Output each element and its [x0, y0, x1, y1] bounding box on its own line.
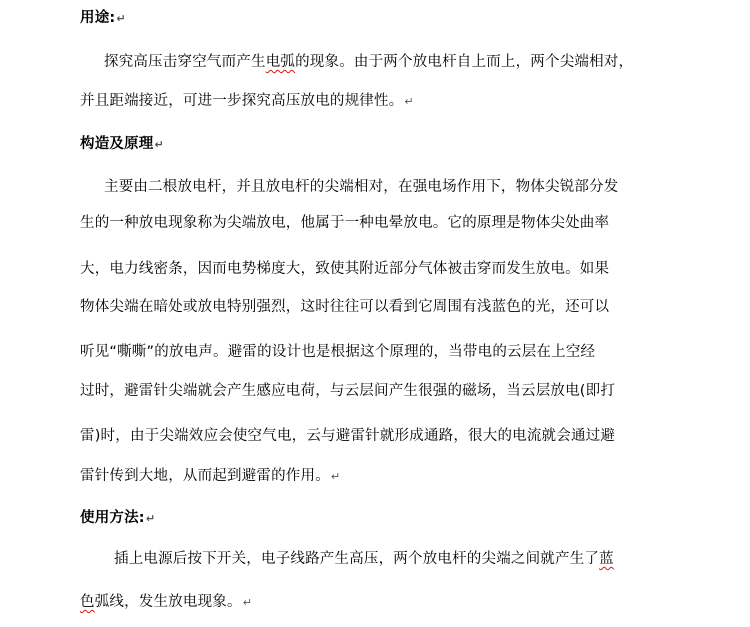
text-run: 听见“嘶嘶”的放电声。避雷的设计也是根据这个原理的，当带电的云层在上空经 [80, 344, 596, 360]
text-run: 弧线，发生放电现象。 [94, 594, 242, 610]
paragraph-mark: ↵ [145, 512, 156, 525]
text-run: 过时，避雷针尖端就会产生感应电荷，与云层间产生很强的磁场，当云层放电(即打 [80, 383, 616, 399]
heading-usage-text: 用途: [80, 10, 116, 26]
paragraph-mark: ↵ [242, 596, 253, 609]
method-line-1 [114, 549, 614, 569]
spellcheck-word: 电弧 [265, 54, 296, 70]
method-line-2 [80, 592, 252, 613]
paragraph-mark: ↵ [116, 12, 126, 25]
heading-principle [80, 134, 164, 155]
text-run: 主要由二根放电杆，并且放电杆的尖端相对，在强电场作用下，物体尖锐部分发 [104, 179, 619, 195]
text-run: 生的一种放电现象称为尖端放电，他属于一种电晕放电。它的原理是物体尖处曲率 [80, 215, 610, 231]
principle-line-2 [80, 213, 609, 233]
heading-method [80, 508, 155, 529]
principle-line-8 [80, 466, 340, 487]
paragraph-mark: ↵ [404, 95, 414, 108]
text-run: 大，电力线密条，因而电势梯度大，致使其附近部分气体被击穿而发生放电。如果 [80, 261, 610, 277]
text-run: 雷)时，由于尖端效应会使空气电，云与避雷针就形成通路，很大的电流就会通过避 [80, 428, 616, 444]
principle-line-6 [80, 381, 615, 401]
principle-line-1 [104, 177, 619, 197]
text-run: 并且距端接近，可进一步探究高压放电的规律性。 [80, 93, 404, 109]
principle-line-5 [80, 342, 595, 362]
heading-usage [80, 8, 126, 29]
text-run: 插上电源后按下开关，电子线路产生高压，两个放电杆的尖端之间就产生了 [114, 551, 600, 567]
spellcheck-word: 蓝 [599, 551, 614, 567]
heading-principle-text: 构造及原理 [80, 136, 154, 152]
spellcheck-word: 色 [80, 594, 95, 610]
text-run: 探究高压击穿空气而产生 [104, 54, 266, 70]
paragraph-mark: ↵ [330, 470, 341, 483]
principle-line-3 [80, 259, 609, 279]
text-run: 的现象。由于两个放电杆自上而上，两个尖端相对， [295, 54, 634, 70]
heading-method-text: 使用方法: [80, 510, 145, 526]
principle-line-4 [80, 297, 609, 317]
usage-line-2 [80, 91, 414, 112]
text-run: 物体尖端在暗处或放电特别强烈，这时往往可以看到它周围有浅蓝色的光，还可以 [80, 299, 610, 315]
usage-line-1 [104, 52, 633, 72]
paragraph-mark: ↵ [154, 138, 164, 151]
principle-line-7 [80, 426, 615, 446]
text-run: 雷针传到大地，从而起到避雷的作用。 [80, 468, 330, 484]
